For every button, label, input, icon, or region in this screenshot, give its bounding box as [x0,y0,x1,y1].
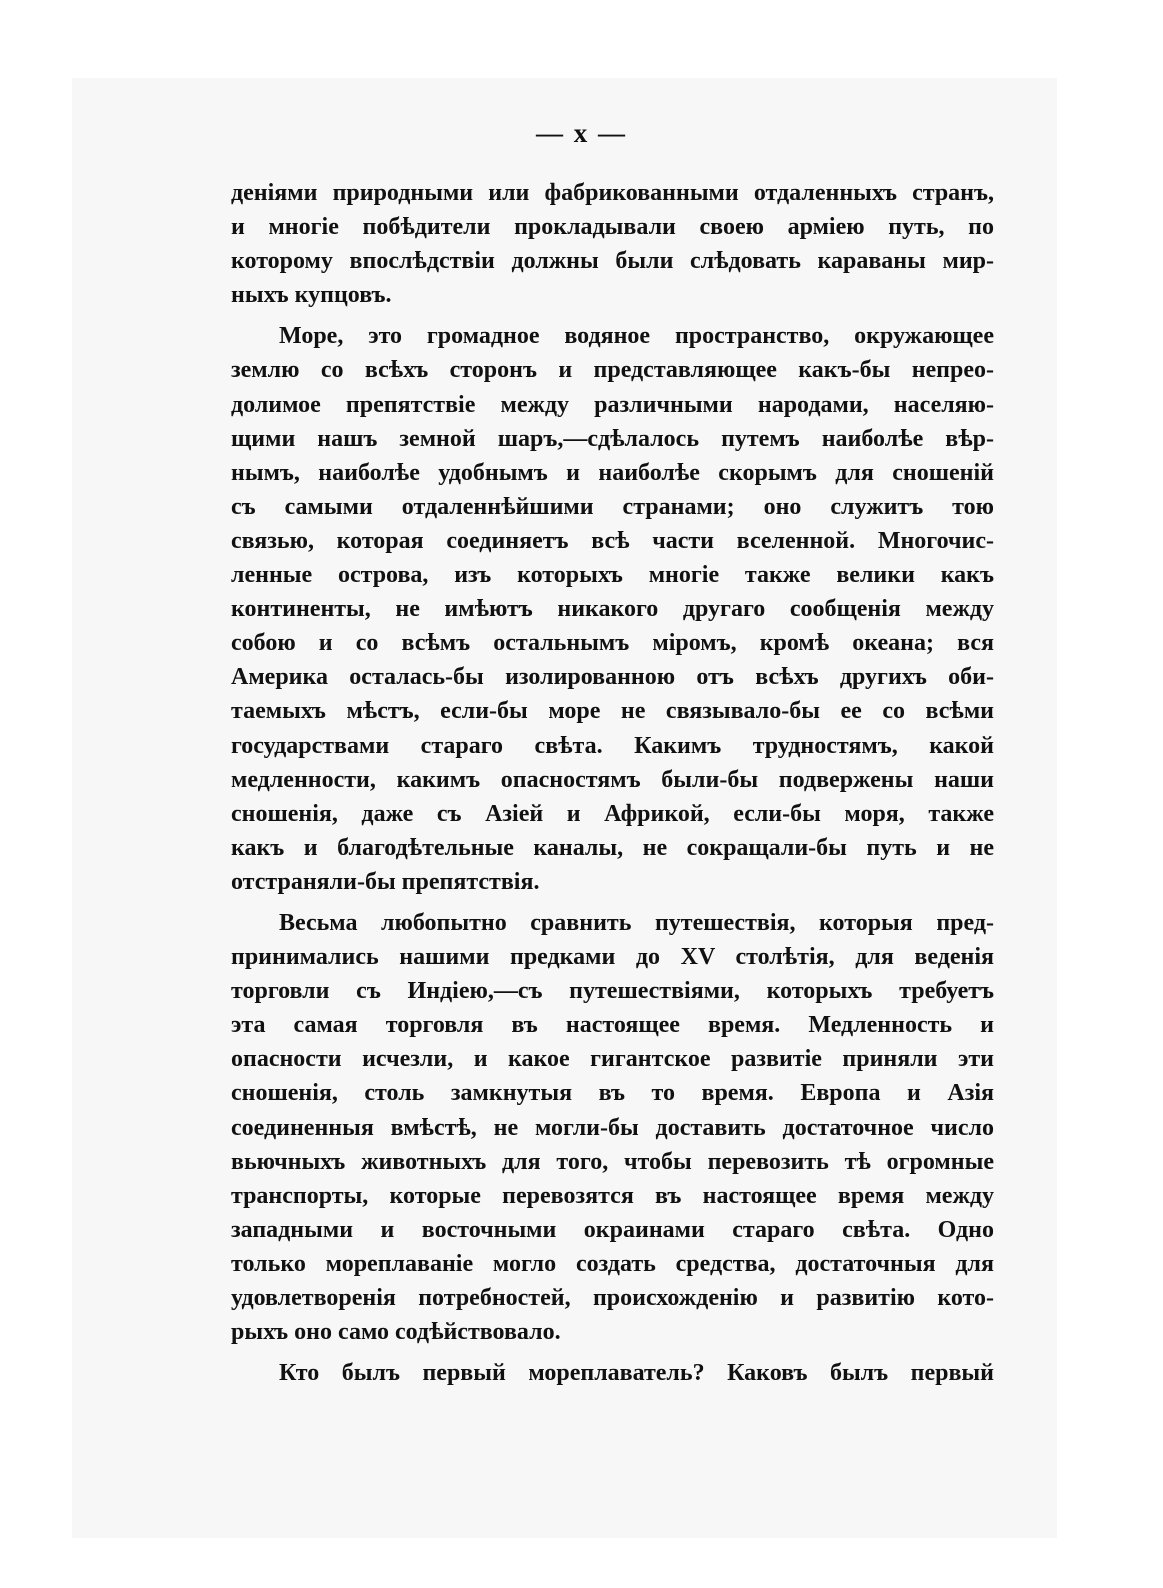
text-line: Весьма любопытно сравнить путешествія, которыя пред- [279,909,994,936]
text-line: какъ и благодѣтельные каналы, не сокращали-бы путь и не [231,834,994,861]
text-line: которому впослѣдствіи должны были слѣдовать караваны мир- [231,248,994,275]
text-line: медленности, какимъ опасностямъ были-бы подвержены наши [231,766,994,793]
text-line: Америка осталась-бы изолированною отъ всѣхъ другихъ оби- [231,664,994,691]
paragraph [231,1356,994,1390]
text-line: и многіе побѣдители прокладывали своею арміею путь, по [231,214,994,241]
page-number: — x — [536,118,627,148]
text-line: континенты, не имѣютъ никакого другаго сообщенія между [231,596,994,623]
body-text [231,176,994,1390]
text-line: собою и со всѣмъ остальнымъ міромъ, кромѣ океана; вся [231,630,994,657]
text-line: Кто былъ первый мореплаватель? Каковъ былъ первый [279,1360,994,1387]
text-line: съ самыми отдаленнѣйшими странами; оно служитъ тою [231,493,994,520]
text-line: рыхъ оно само содѣйствовало. [231,1319,561,1346]
text-line: ныхъ купцовъ. [231,282,392,309]
text-line: удовлетворенія потребностей, происхожденію и развитію кото- [231,1285,994,1311]
paragraph [231,906,994,1349]
text-line: отстраняли-бы препятствія. [231,868,540,895]
text-line: ленные острова, изъ которыхъ многіе также велики какъ [231,562,994,589]
text-line: сношенія, столь замкнутыя въ то время. Европа и Азія [231,1080,994,1107]
text-line: деніями природными или фабрикованными отдаленныхъ странъ, [231,180,994,206]
text-line: щими нашъ земной шаръ,—сдѣлалось путемъ наиболѣе вѣр- [231,425,994,452]
text-line: западными и восточными окраинами стараго свѣта. Одно [231,1216,994,1243]
text-line: таемыхъ мѣстъ, если-бы море не связывало-бы ее со всѣми [231,698,994,725]
text-line: сношенія, даже съ Азіей и Африкой, если-бы моря, также [231,800,994,827]
text-line: связью, которая соединяетъ всѣ части вселенной. Многочис- [231,527,994,554]
text-line: опасности исчезли, и какое гигантское развитіе приняли эти [231,1046,994,1073]
text-line: вьючныхъ животныхъ для того, чтобы перевозить тѣ огромные [231,1148,994,1175]
text-line: принимались нашими предками до XV столѣтія, для веденія [231,944,994,971]
text-line: эта самая торговля въ настоящее время. Медленность и [231,1012,994,1039]
text-line: соединенныя вмѣстѣ, не могли-бы доставить достаточное число [231,1114,994,1141]
text-line: Море, это громадное водяное пространство, окружающее [279,323,994,350]
text-line: торговли съ Индіею,—съ путешествіями, которыхъ требуетъ [231,978,994,1005]
paragraph [231,176,994,312]
text-line: транспорты, которые перевозятся въ настоящее время между [231,1182,994,1209]
paragraph [231,319,994,899]
text-line: долимое препятствіе между различными народами, населяю- [231,391,994,418]
text-line: землю со всѣхъ сторонъ и представляющее какъ-бы непрео- [231,357,994,384]
text-line: государствами стараго свѣта. Какимъ трудностямъ, какой [231,732,994,759]
text-line: нымъ, наиболѣе удобнымъ и наиболѣе скорымъ для сношеній [231,459,994,486]
text-line: только мореплаваніе могло создать средства, достаточныя для [231,1250,994,1277]
